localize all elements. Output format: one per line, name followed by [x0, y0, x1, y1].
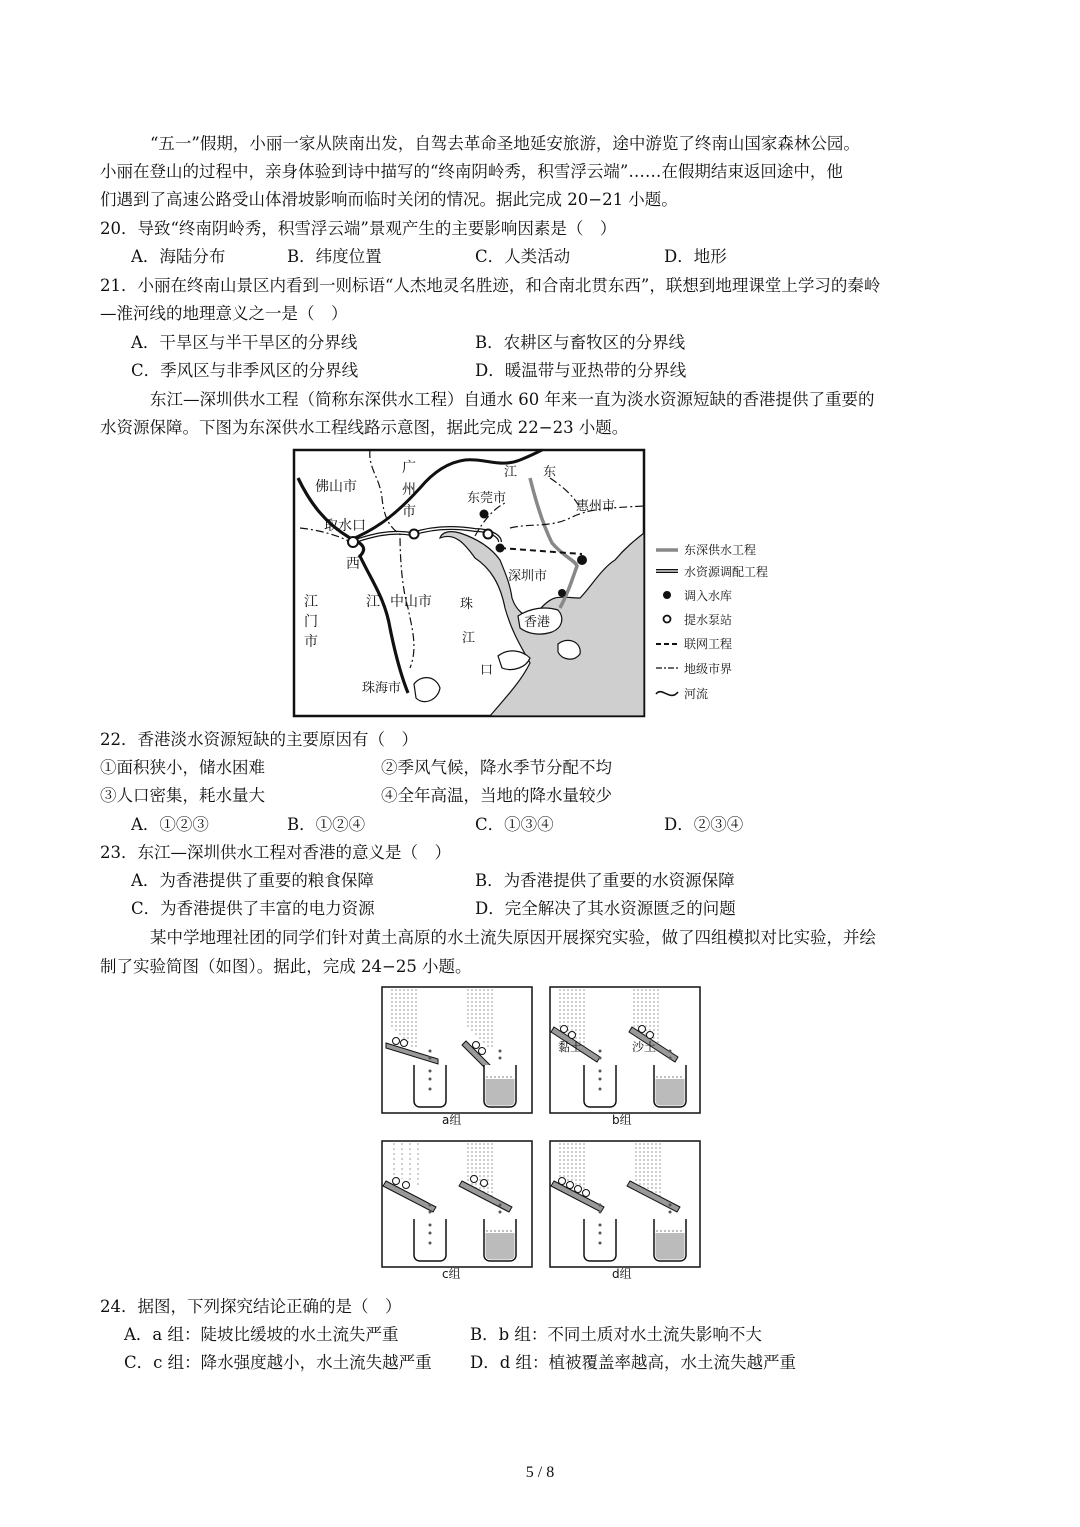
- q23-option-a: A．为香港提供了重要的粮食保障: [131, 871, 374, 890]
- pump-station-qushuikou: [348, 537, 358, 547]
- pump-station-2: [484, 530, 493, 539]
- pump-station-1: [410, 530, 419, 539]
- q23-option-d: D．完全解决了其水资源匮乏的问题: [475, 899, 736, 918]
- label-shenzhen: 深圳市: [508, 569, 548, 584]
- label-group-d: d组: [612, 1267, 632, 1281]
- q20-option-d: D．地形: [664, 247, 727, 266]
- label-qushuikou: 取水口: [324, 518, 366, 534]
- passage2-line2: 水资源保障。下图为东深供水工程线路示意图，据此完成 22−23 小题。: [100, 418, 629, 437]
- legend-symbol-pump: [664, 616, 671, 623]
- label-jiangmen-3: 市: [304, 634, 318, 650]
- label-group-a: a组: [442, 1113, 462, 1127]
- legend-pump: 提水泵站: [684, 613, 733, 627]
- passage3-line2: 制了实验简图（如图）。据此，完成 24−25 小题。: [100, 957, 472, 976]
- label-sand: 沙土: [632, 1040, 657, 1054]
- q23-stem: 23．东江—深圳供水工程对香港的意义是（ ）: [100, 843, 451, 862]
- label-huizhou: 惠州市: [576, 499, 616, 514]
- q21-option-c: C．季风区与非季风区的分界线: [131, 361, 359, 380]
- passage1-line2: 小丽在登山的过程中，亲身体验到诗中描写的“终南阴岭秀，积雪浮云端”……在假期结束返回途中，他: [100, 162, 843, 181]
- label-dongguan: 东莞市: [467, 491, 507, 506]
- q22-option-b: B．①②④: [287, 815, 366, 834]
- label-hongkong: 香港: [524, 615, 551, 630]
- legend-symbol-reservoir: [663, 591, 671, 599]
- q21-option-d: D．暖温带与亚热带的分界线: [475, 361, 687, 380]
- q24-option-d: D．d 组：植被覆盖率越高，水土流失越严重: [470, 1353, 797, 1372]
- legend-network: 联网工程: [684, 637, 733, 651]
- label-jiangmen-1: 江: [304, 594, 318, 610]
- label-zhujiangkou-1: 珠: [460, 597, 474, 612]
- q22-option-d: D．②③④: [664, 815, 744, 834]
- label-zhujiangkou-2: 江: [462, 631, 476, 646]
- q22-stem: 22．香港淡水资源短缺的主要原因有（ ）: [100, 730, 418, 749]
- q24-option-c: C．c 组：降水强度越小，水土流失越严重: [124, 1353, 432, 1372]
- q21-stem-line1: 21．小丽在终南山景区内看到一则标语“人杰地灵名胜迹，和合南北贯东西”，联想到地理课堂上学习的秦岭: [100, 276, 881, 295]
- legend-transfer: 水资源调配工程: [684, 565, 769, 579]
- q22-item-4: ④全年高温，当地的降水量较少: [381, 786, 612, 805]
- q22-item-2: ②季风气候，降水季节分配不均: [381, 758, 612, 777]
- legend-boundary: 地级市界: [684, 662, 733, 676]
- label-group-c: c组: [442, 1267, 461, 1281]
- q24-option-a: A．a 组：陡坡比缓坡的水土流失严重: [124, 1325, 399, 1344]
- reservoir-dongguan: [480, 510, 489, 519]
- passage1-line1: “五一”假期，小丽一家从陕南出发，自驾去革命圣地延安旅游，途中游览了终南山国家森林公园。: [150, 134, 860, 153]
- legend-symbol-river: [656, 692, 678, 696]
- label-dongjiang-2: 东: [543, 465, 557, 480]
- label-zhuhai: 珠海市: [362, 681, 402, 696]
- legend-dongshen: 东深供水工程: [684, 543, 757, 557]
- map-legend: [656, 542, 768, 701]
- experiment-figure: [380, 985, 702, 1285]
- reservoir-2: [558, 589, 566, 597]
- label-zhongshan: 中山市: [390, 594, 432, 610]
- label-jiang: 江: [366, 594, 380, 610]
- q22-option-a: A．①②③: [131, 815, 209, 834]
- label-jiangmen-2: 门: [304, 614, 318, 630]
- q23-option-c: C．为香港提供了丰富的电力资源: [131, 899, 375, 918]
- q21-option-a: A．干旱区与半干旱区的分界线: [131, 333, 358, 352]
- q20-stem: 20．导致“终南阴岭秀，积雪浮云端”景观产生的主要影响因素是（ ）: [100, 219, 617, 238]
- water-project-map: [290, 448, 790, 720]
- island-3: [558, 640, 580, 659]
- label-xi: 西: [346, 556, 360, 572]
- q21-stem-line2: —淮河线的地理意义之一是（ ）: [100, 304, 348, 323]
- q22-item-1: ①面积狭小，储水困难: [100, 758, 265, 777]
- legend-reservoir: 调入水库: [684, 589, 733, 603]
- q24-option-b: B．b 组：不同土质对水土流失影响不大: [470, 1325, 762, 1344]
- passage1-line3: 们遇到了高速公路受山体滑坡影响而临时关闭的情况。据此完成 20−21 小题。: [100, 190, 678, 209]
- page-number: 5 / 8: [525, 1464, 555, 1481]
- q20-option-a: A．海陆分布: [131, 247, 226, 266]
- q20-option-b: B．纬度位置: [287, 247, 382, 266]
- q21-option-b: B．农耕区与畜牧区的分界线: [475, 333, 686, 352]
- q24-stem: 24．据图，下列探究结论正确的是（ ）: [100, 1297, 402, 1316]
- legend-river: 河流: [684, 687, 709, 701]
- label-guangzhou-2: 州: [402, 482, 416, 498]
- label-guangzhou-1: 广: [402, 460, 416, 476]
- q20-option-c: C．人类活动: [475, 247, 571, 266]
- label-group-b: b组: [612, 1113, 632, 1127]
- label-zhujiangkou-3: 口: [480, 663, 494, 678]
- q23-option-b: B．为香港提供了重要的水资源保障: [475, 871, 735, 890]
- label-guangzhou-3: 市: [402, 504, 416, 520]
- label-foshan: 佛山市: [315, 479, 357, 495]
- reservoir-1: [496, 544, 505, 553]
- q22-item-3: ③人口密集，耗水量大: [100, 786, 265, 805]
- q22-option-c: C．①③④: [475, 815, 554, 834]
- reservoir-shenzhen: [577, 555, 587, 565]
- label-clay: 黏土: [558, 1040, 583, 1054]
- passage3-line1: 某中学地理社团的同学们针对黄土高原的水土流失原因开展探究实验，做了四组模拟对比实验，并绘: [150, 928, 876, 947]
- passage2-line1: 东江—深圳供水工程（简称东深供水工程）自通水 60 年来一直为淡水资源短缺的香港提供了重要的: [150, 390, 875, 409]
- label-dongjiang-1: 江: [504, 465, 518, 480]
